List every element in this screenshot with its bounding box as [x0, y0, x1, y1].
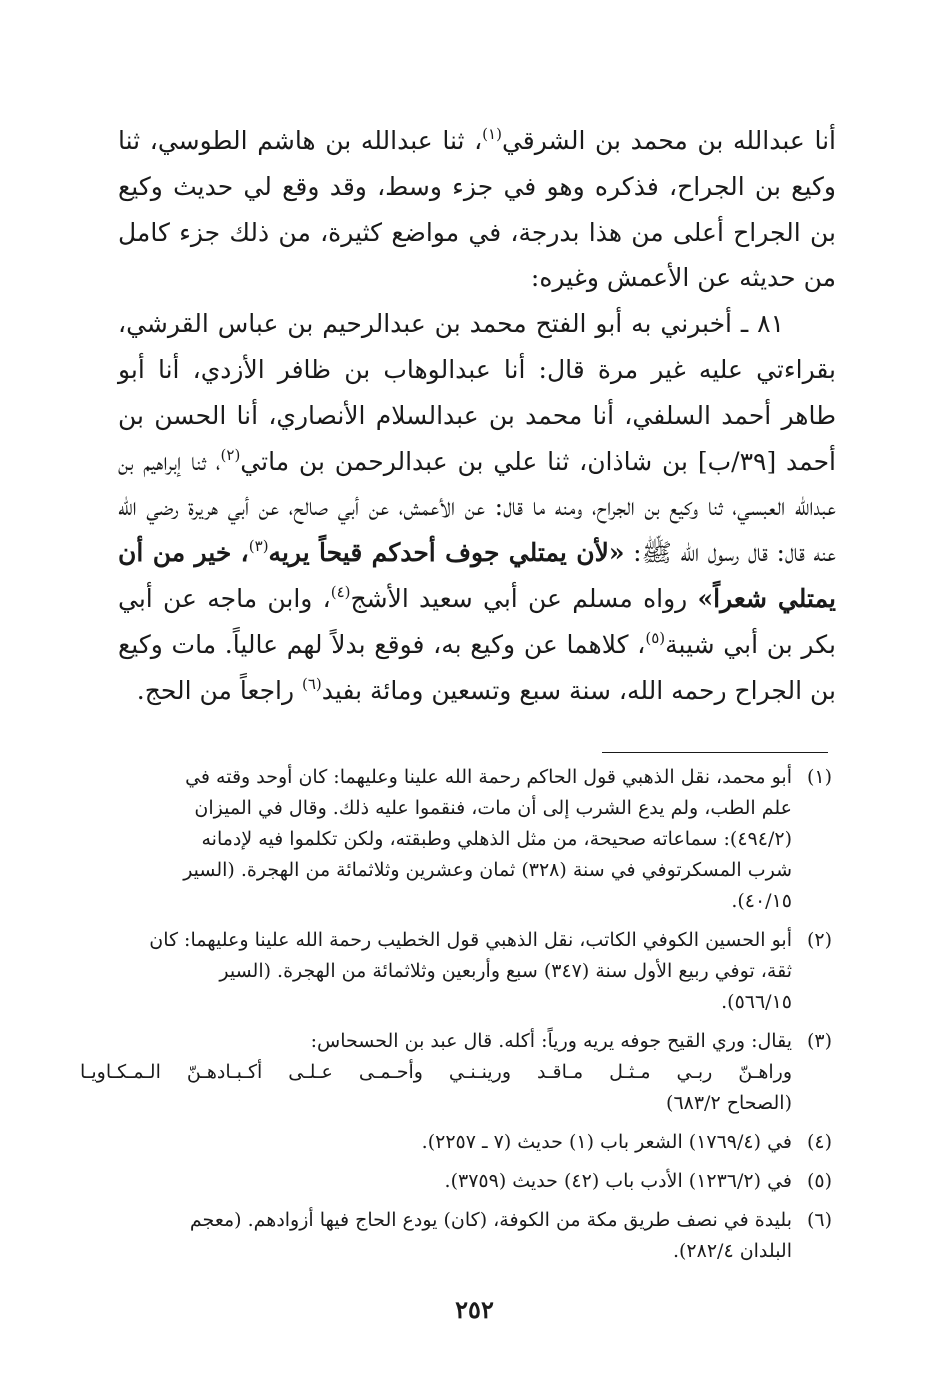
footnote-2 [80, 925, 832, 1018]
footnote-number: (٢) [806, 929, 832, 951]
footnote-line: (٤٩٤/٢): سماعاته صحيحة، من مثل الذهلي وطبقته، ولكن تكلموا فيه لإدمانه [201, 828, 792, 850]
footnote-number: (٣) [806, 1030, 832, 1052]
hadith-text-2: ، خير من أن يمتلي شعراً» [118, 538, 836, 613]
footnote-ref-3: (٣) [248, 537, 269, 556]
para1-part1: أنا عبدالله بن محمد بن الشرقي [501, 126, 836, 155]
footnote-line: علم الطب، ولم يدع الشرب إلى أن مات، فنقموا عليه ذلك. وقال في الميزان [194, 797, 792, 819]
footnote-5 [80, 1166, 832, 1197]
footnote-line: في (١٧٦٩/٤) الشعر باب (١) حديث (٧ ـ ٢٢٥٧). [421, 1131, 792, 1153]
footnote-ref-1: (١) [482, 125, 502, 143]
poem-verse: وراهـنّ ربـي مـثـل مـاقـد ورينـنـي وأحـمـى عـلـى أكـبـادهـنّ الـمـكـاويـا [80, 1061, 792, 1083]
para2-part6: راجعاً من الحج. [136, 675, 302, 705]
footnote-1 [80, 762, 832, 917]
footnote-line: ٤٠/١٥). [731, 890, 792, 912]
footnote-citation: (الصحاح ٦٨٣/٢) [666, 1092, 792, 1114]
footnote-number: (٤) [806, 1131, 832, 1153]
footnote-4 [80, 1127, 832, 1158]
page-number: ٢٥٢ [455, 1295, 494, 1324]
para2-part3: رواه مسلم عن أبي سعيد الأشج [350, 583, 698, 613]
paragraph-1 [118, 118, 836, 301]
footnote-ref-6: (٦) [302, 674, 322, 693]
footnotes [80, 762, 832, 1275]
footnote-line: أبو محمد، نقل الذهبي قول الحاكم رحمة الله علينا وعليهما: كان أوحد وقته في [185, 766, 792, 788]
footnote-line: بليدة في نصف طريق مكة من الكوفة، (كان) يودع الحاج فيها أزوادهم. (معجم [189, 1209, 792, 1231]
para1-part2: ، ثنا عبدالله بن هاشم الطوسي، ثنا وكيع بن الجراح، فذكره وهو في جزء وسط، وقد وقع لي حديث وكيع بن الجراح أعلى من هذا بدرجة، في مواضع كثيرة، من ذلك جزء كامل من حديثه عن الأعمش وغيره: [118, 126, 836, 293]
footnote-number: (٥) [806, 1170, 832, 1192]
footnote-ref-5: (٥) [645, 628, 666, 647]
main-text [118, 118, 836, 713]
footnote-line: شرب المسكرتوفي في سنة (٣٢٨) ثمان وعشرين وثلاثمائة من الهجرة. (السير [183, 859, 792, 881]
hadith-text-1: «لأن يمتلي جوف أحدكم قيحاً يريه [268, 538, 625, 568]
footnote-line: يقال: وري القيح جوفه يريه ورياً: أكله. قال عبد بن الحسحاس: [310, 1030, 792, 1052]
para2-part1: ٨١ ـ أخبرني به أبو الفتح محمد بن عبدالرحيم بن عباس القرشي، بقراءتي عليه غير مرة قال: أنا عبدالوهاب بن ظافر الأزدي، أنا أبو طاهر أحمد السلفي، أنا محمد بن عبدالسلام الأنصاري، أنا الحسن بن أحمد [٣٩/ب] بن شاذان، ثنا علي بن عبدالرحمن بن ماتي [118, 309, 837, 476]
footnote-ref-4: (٤) [330, 582, 351, 601]
footnote-6 [80, 1205, 832, 1267]
footnote-line: البلدان ٢٨٢/٤). [672, 1240, 792, 1262]
para2-part2: ، ثنا إبراهيم بن عبدالله العبسي، ثنا وكيع بن الجراح، ومنه ما قال: عن الأعمش، عن أبي صالح، عن أبي هريرة رضي الله عنه قال: قال رسول الله ﷺ: [118, 446, 837, 568]
para2-part5: ، كلاهما عن وكيع به، فوقع بدلاً لهم عالياً. مات وكيع بن الجراح رحمه الله، سنة سبع وتسعين ومائة بفيد [118, 629, 836, 705]
para2-part4: ، وابن ماجه عن أبي بكر بن أبي شيبة [118, 583, 836, 659]
paragraph-81 [118, 301, 836, 713]
footnote-line: أبو الحسين الكوفي الكاتب، نقل الذهبي قول الخطيب رحمة الله علينا وعليهما: كان [149, 929, 792, 951]
footnote-number: (٦) [806, 1209, 832, 1231]
footnote-line: في (١٢٣٦/٢) الأدب باب (٤٢) حديث (٣٧٥٩). [444, 1170, 792, 1192]
footnote-line: ٥٦٦/١٥). [721, 991, 792, 1013]
footnote-line: ثقة، توفي ربيع الأول سنة (٣٤٧) سبع وأربعين وثلاثمائة من الهجرة. (السير [219, 960, 792, 982]
footnote-number: (١) [806, 766, 832, 788]
footnote-3 [80, 1026, 832, 1119]
footnote-ref-2: (٢) [220, 445, 241, 464]
footnote-separator [602, 752, 828, 753]
